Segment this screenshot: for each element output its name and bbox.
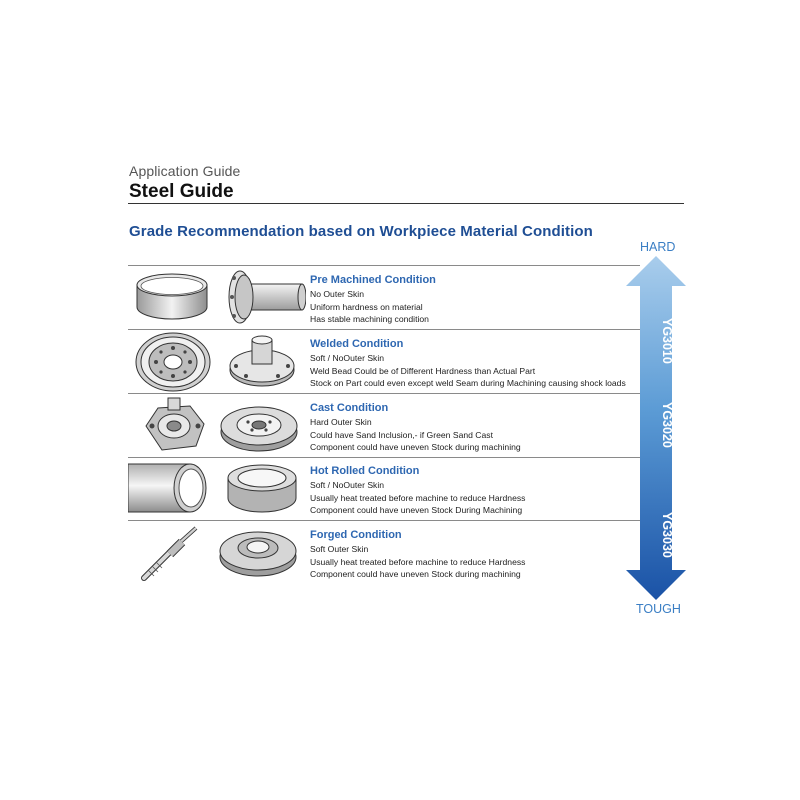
wheel-hub-icon <box>226 332 298 392</box>
scale-bottom-label: TOUGH <box>636 602 681 616</box>
condition-line: Usually heat treated before machine to reduce Hardness <box>310 492 526 503</box>
ring-part-icon <box>131 269 213 325</box>
condition-title: Pre Machined Condition <box>310 274 436 286</box>
condition-line: Component could have uneven Stock During Machining <box>310 505 523 516</box>
condition-title: Cast Condition <box>310 402 389 414</box>
condition-line: Stock on Part could even except weld Seam during Machining causing shock loads <box>310 378 626 389</box>
condition-line: No Outer Skin <box>310 289 364 299</box>
bearing-ring-icon <box>224 462 300 516</box>
steel-wheel-icon <box>134 331 212 393</box>
condition-line: Weld Bead Could be of Different Hardness than Actual Part <box>310 365 536 376</box>
condition-welded <box>310 337 626 390</box>
condition-pre-machined <box>310 273 436 326</box>
condition-line: Could have Sand Inclusion,- if Green Sand Cast <box>310 429 493 440</box>
condition-line: Component could have uneven Stock during machining <box>310 569 521 580</box>
condition-line: Has stable machining condition <box>310 314 429 325</box>
steel-tube-icon <box>128 460 212 516</box>
row-divider <box>128 520 640 521</box>
row-divider <box>128 393 640 394</box>
flanged-shaft-icon <box>220 268 306 326</box>
brake-drum-icon <box>218 400 300 454</box>
row-divider <box>128 457 640 458</box>
condition-title: Welded Condition <box>310 338 404 350</box>
condition-cast <box>310 401 521 454</box>
page-subtitle: Application Guide <box>129 163 241 179</box>
grade-scale-arrow <box>624 256 688 600</box>
page-title: Steel Guide <box>129 181 234 202</box>
row-divider <box>128 265 640 266</box>
cast-knuckle-icon <box>138 396 210 456</box>
condition-line: Soft / NoOuter Skin <box>310 353 385 363</box>
condition-forged <box>310 528 525 581</box>
condition-hot-rolled <box>310 464 525 517</box>
title-divider <box>128 203 684 204</box>
condition-title: Hot Rolled Condition <box>310 465 420 477</box>
condition-title: Forged Condition <box>310 529 402 541</box>
section-heading: Grade Recommendation based on Workpiece Material Condition <box>129 223 593 240</box>
forged-flange-icon <box>216 526 300 580</box>
spline-shaft-icon <box>138 524 208 582</box>
grade-label: YG3010 <box>660 318 674 364</box>
scale-top-label: HARD <box>640 240 676 254</box>
grade-label: YG3020 <box>660 402 674 448</box>
grade-label: YG3030 <box>660 512 674 558</box>
condition-line: Soft / NoOuter Skin <box>310 480 385 490</box>
condition-line: Uniform hardness on material <box>310 301 423 312</box>
condition-line: Soft Outer Skin <box>310 544 369 554</box>
condition-line: Component could have uneven Stock during machining <box>310 442 521 453</box>
condition-line: Hard Outer Skin <box>310 417 372 427</box>
row-divider <box>128 329 640 330</box>
condition-line: Usually heat treated before machine to reduce Hardness <box>310 556 526 567</box>
